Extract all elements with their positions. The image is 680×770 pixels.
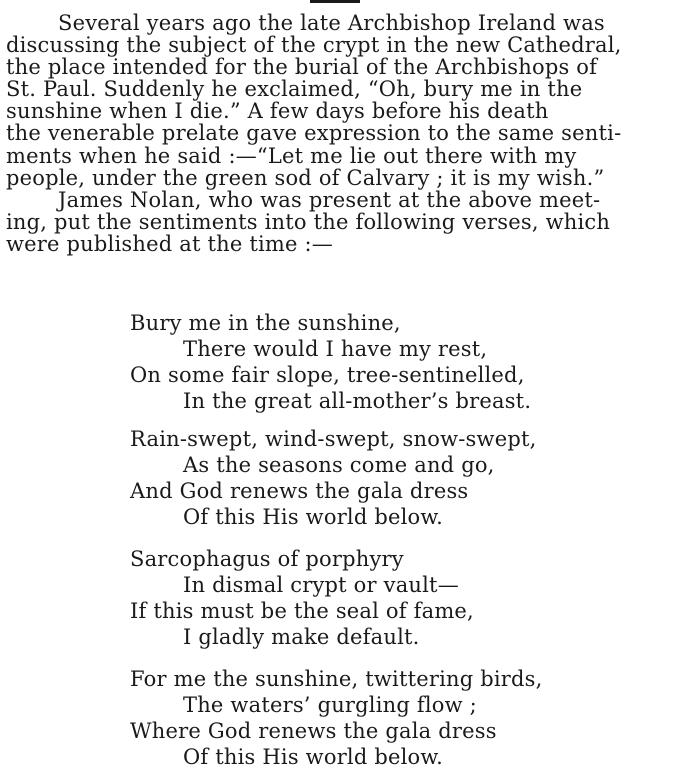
intro-line: ments when he said :—“Let me lie out there with my [6,143,577,168]
poem-line: The waters’ gurgling flow ; [183,693,477,717]
paragraph-line: ing, put the sentiments into the following verses, which [6,209,611,234]
top-rule [310,0,360,3]
poem-line: Rain-swept, wind-swept, snow-swept, [130,427,537,451]
intro-line: the place intended for the burial of the Archbishops of [6,55,598,80]
poem-line: And God renews the gala dress [130,479,469,503]
poem-stanza [0,426,680,530]
intro-line: discussing the subject of the crypt in the new Cathedral, [6,33,622,58]
intro-line: the venerable prelate gave expression to the same senti- [6,121,622,146]
poem-line: On some fair slope, tree-sentinelled, [130,363,525,387]
poem-stanza [0,666,680,770]
poem-line: In dismal crypt or vault— [183,573,459,597]
intro-line: people, under the green sod of Calvary ; it is my wish.” [6,165,605,190]
poem-line: Of this His world below. [183,745,443,769]
poem-line: Sarcophagus of porphyry [130,547,404,571]
poem-line: If this must be the seal of fame, [130,599,474,623]
paragraph-line: James Nolan, who was present at the above meet- [58,187,601,212]
poem-stanza [0,546,680,650]
intro-text [6,12,678,255]
poem-stanza [0,310,680,414]
poem-line: There would I have my rest, [183,337,488,361]
intro-line: Several years ago the late Archbishop Ireland was [58,11,605,35]
poem-line: Of this His world below. [183,505,443,529]
intro-line: sunshine when I die.” A few days before his death [6,99,549,124]
poem-line: For me the sunshine, twittering birds, [130,667,543,691]
paragraph-line: were published at the time :— [6,231,333,256]
poem-line: In the great all-mother’s breast. [183,389,532,413]
poem-line: Where God renews the gala dress [130,719,497,743]
poem-line: Bury me in the sunshine, [130,311,401,335]
poem-line: I gladly make default. [183,625,420,649]
intro-line: St. Paul. Suddenly he exclaimed, “Oh, bury me in the [6,77,583,102]
poem-line: As the seasons come and go, [183,453,495,477]
